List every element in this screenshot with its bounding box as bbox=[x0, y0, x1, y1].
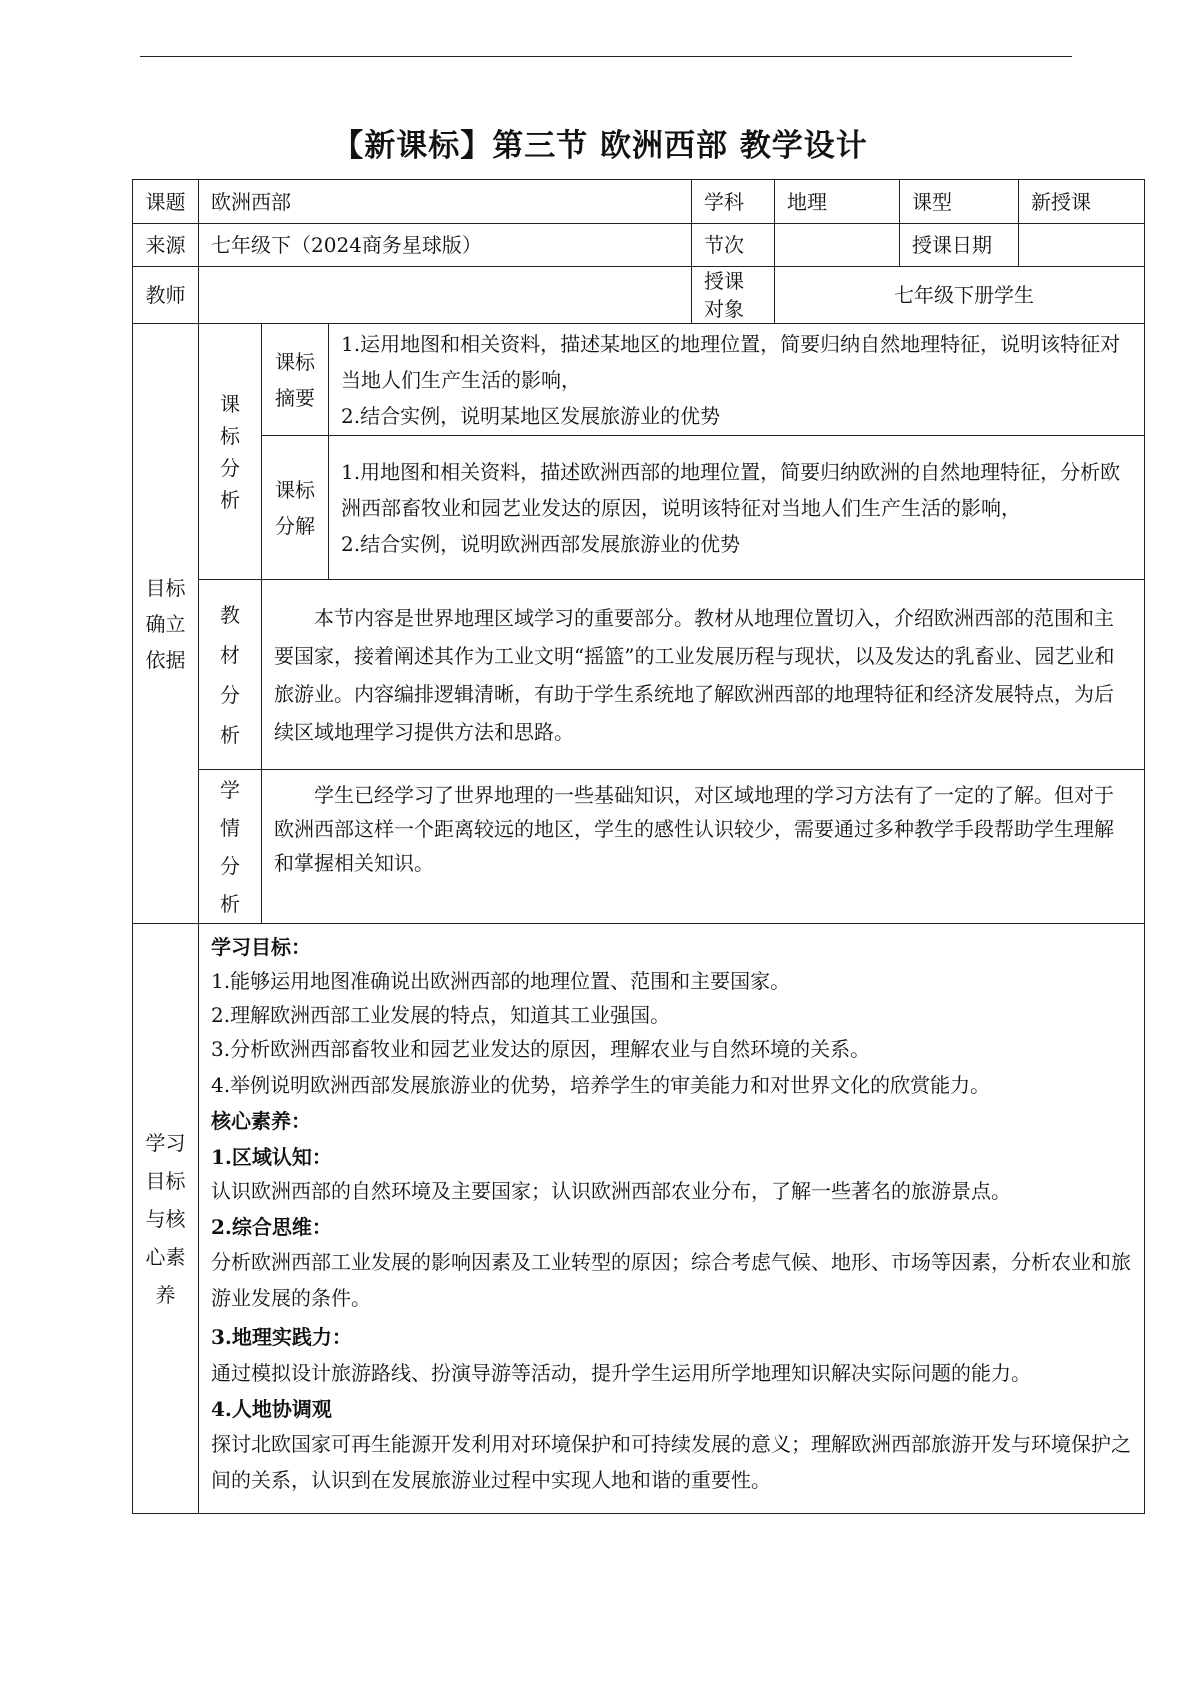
header-rule bbox=[140, 56, 1072, 57]
literacy-heading: 3.地理实践力： bbox=[211, 1325, 352, 1349]
textbook-analysis-label: 教材分析 bbox=[199, 580, 262, 770]
standards-summary-line: 1.运用地图和相关资料，描述某地区的地理位置，简要归纳自然地理特征，说明该特征对当地人们生产生活的影响， bbox=[341, 331, 1121, 392]
textbook-analysis-content bbox=[262, 580, 1145, 770]
row-standards-breakdown bbox=[133, 436, 1145, 580]
row-teacher bbox=[133, 267, 1145, 324]
audience-label: 授课对象 bbox=[692, 267, 775, 324]
standards-breakdown-label: 课标分解 bbox=[262, 436, 329, 580]
student-analysis-content bbox=[262, 770, 1145, 924]
objectives-label: 学习目标与核心素养 bbox=[133, 924, 199, 1514]
learning-goal: 3.分析欧洲西部畜牧业和园艺业发达的原因，理解农业与自然环境的关系。 bbox=[211, 1037, 871, 1061]
period-label: 节次 bbox=[692, 224, 775, 267]
topic-value: 欧洲西部 bbox=[199, 180, 692, 224]
period-value bbox=[775, 224, 900, 267]
literacy-text: 通过模拟设计旅游路线、扮演导游等活动，提升学生运用所学地理知识解决实际问题的能力。 bbox=[211, 1361, 1031, 1385]
student-analysis-label: 学情分析 bbox=[199, 770, 262, 924]
lesson-plan-table bbox=[132, 179, 1145, 1514]
date-value bbox=[1019, 224, 1145, 267]
teacher-label: 教师 bbox=[133, 267, 199, 324]
teacher-value bbox=[199, 267, 692, 324]
literacy-heading: 1.区域认知： bbox=[211, 1145, 332, 1169]
student-analysis-text: 学生已经学习了世界地理的一些基础知识，对区域地理的学习方法有了一定的了解。但对于欧洲西部这样一个距离较远的地区，学生的感性认识较少，需要通过多种教学手段帮助学生理解和掌握相关知识。 bbox=[274, 783, 1114, 875]
row-students bbox=[133, 770, 1145, 924]
literacy-text: 分析欧洲西部工业发展的影响因素及工业转型的原因；综合考虑气候、地形、市场等因素，分析农业和旅游业发展的条件。 bbox=[211, 1250, 1131, 1310]
literacy-text: 探讨北欧国家可再生能源开发利用对环境保护和可持续发展的意义；理解欧洲西部旅游开发与环境保护之间的关系，认识到在发展旅游业过程中实现人地和谐的重要性。 bbox=[211, 1432, 1131, 1492]
row-objectives bbox=[133, 924, 1145, 1514]
standards-summary-line: 2.结合实例，说明某地区发展旅游业的优势 bbox=[341, 403, 721, 428]
standards-summary-content bbox=[329, 324, 1145, 436]
row-textbook bbox=[133, 580, 1145, 770]
literacy-heading: 4.人地协调观 bbox=[211, 1397, 332, 1421]
standards-breakdown-line: 2.结合实例，说明欧洲西部发展旅游业的优势 bbox=[341, 531, 741, 556]
type-value: 新授课 bbox=[1019, 180, 1145, 224]
learning-goal: 2.理解欧洲西部工业发展的特点，知道其工业强国。 bbox=[211, 1003, 671, 1027]
textbook-analysis-text: 本节内容是世界地理区域学习的重要部分。教材从地理位置切入，介绍欧洲西部的范围和主要国家，接着阐述其作为工业文明“摇篮”的工业发展历程与现状，以及发达的乳畜业、园艺业和旅游业。内容编排逻辑清晰，有助于学生系统地了解欧洲西部的地理特征和经济发展特点，为后续区域地理学习提供方法和思路。 bbox=[274, 605, 1115, 744]
literacy-text: 认识欧洲西部的自然环境及主要国家；认识欧洲西部农业分布，了解一些著名的旅游景点。 bbox=[211, 1179, 1011, 1203]
standards-breakdown-content bbox=[329, 436, 1145, 580]
row-topic bbox=[133, 180, 1145, 224]
standards-analysis-label: 课标分析 bbox=[199, 324, 262, 580]
type-label: 课型 bbox=[900, 180, 1019, 224]
standards-summary-label: 课标摘要 bbox=[262, 324, 329, 436]
subject-label: 学科 bbox=[692, 180, 775, 224]
source-value: 七年级下（2024商务星球版） bbox=[199, 224, 692, 267]
core-literacy-heading: 核心素养： bbox=[211, 1109, 311, 1133]
subject-value: 地理 bbox=[775, 180, 900, 224]
source-label: 来源 bbox=[133, 224, 199, 267]
literacy-heading: 2.综合思维： bbox=[211, 1215, 332, 1239]
row-standards-summary bbox=[133, 324, 1145, 436]
row-source bbox=[133, 224, 1145, 267]
learning-goal: 1.能够运用地图准确说出欧洲西部的地理位置、范围和主要国家。 bbox=[211, 969, 791, 993]
learning-goals-heading: 学习目标： bbox=[211, 935, 311, 959]
basis-label: 目标确立依据 bbox=[133, 324, 199, 924]
date-label: 授课日期 bbox=[900, 224, 1019, 267]
page-title: 【新课标】第三节 欧洲西部 教学设计 bbox=[332, 128, 868, 164]
topic-label: 课题 bbox=[133, 180, 199, 224]
objectives-content bbox=[199, 924, 1145, 1514]
standards-breakdown-line: 1.用地图和相关资料，描述欧洲西部的地理位置，简要归纳欧洲的自然地理特征，分析欧洲西部畜牧业和园艺业发达的原因，说明该特征对当地人们生产生活的影响， bbox=[341, 459, 1121, 520]
audience-value: 七年级下册学生 bbox=[775, 267, 1145, 324]
learning-goal: 4.举例说明欧洲西部发展旅游业的优势，培养学生的审美能力和对世界文化的欣赏能力。 bbox=[211, 1073, 991, 1097]
